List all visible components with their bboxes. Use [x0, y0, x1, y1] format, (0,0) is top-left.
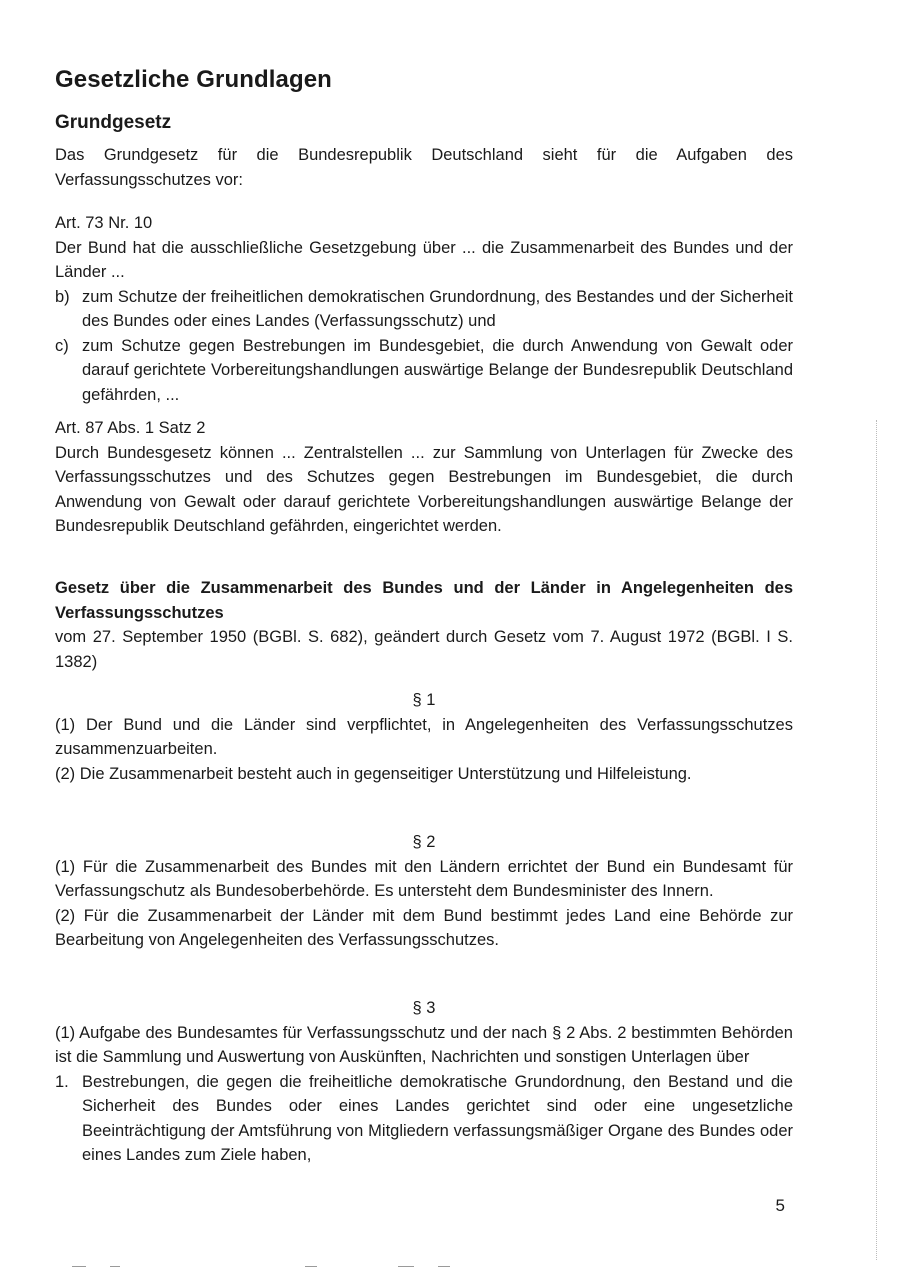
section-paragraph: (2) Für die Zusammenarbeit der Länder mit dem Bund bestimmt jedes Land eine Behörde zur Bearbeitung von Angelegenheiten des Verfassungsschutzes. — [55, 906, 793, 949]
scan-speck — [438, 1266, 450, 1267]
law-date: vom 27. September 1950 (BGBl. S. 682), geändert durch Gesetz vom 7. August 1972 (BGBl. I S. 1382) — [55, 628, 793, 671]
scan-speck — [305, 1266, 317, 1267]
intro-block — [55, 143, 793, 192]
section-paragraph: (1) Der Bund und die Länder sind verpflichtet, in Angelegenheiten des Verfassungsschutzes zusammenzuarbeiten. — [55, 715, 793, 758]
intro-text: Das Grundgesetz für die Bundesrepublik Deutschland sieht für die Aufgaben des Verfassungsschutzes vor: — [55, 146, 793, 189]
section-sign: § 3 — [412, 999, 436, 1017]
list-item — [55, 1070, 793, 1168]
page-number: 5 — [775, 1196, 785, 1215]
list-marker: 1. — [55, 1072, 69, 1091]
scan-speck — [110, 1266, 120, 1267]
art73-text: Der Bund hat die ausschließliche Gesetzgebung über ... die Zusammenarbeit des Bundes und der Länder ... — [55, 238, 793, 281]
art87-text: Durch Bundesgesetz können ... Zentralstellen ... zur Sammlung von Unterlagen für Zwecke des Verfassungsschutzes und des Schutzes gegen Bestrebungen im Bundesgebiet, die durch Anwendung von Gewalt oder darauf gerichtete Vorbereitungshandlungen auswärtige Belange der Bundesrepublik Deutschland gefährden, eingerichtet werden. — [55, 443, 793, 535]
section-paragraph: (2) Die Zusammenarbeit besteht auch in gegenseitiger Unterstützung und Hilfeleistung. — [55, 764, 692, 783]
law-header-block — [55, 576, 793, 674]
list-item-text: Bestrebungen, die gegen die freiheitliche demokratische Grundordnung, den Bestand und die Sicherheit des Bundes oder eines Landes gerichtet sind oder eine ungesetzliche Beeinträchtigung der Amtsführung von Mitgliedern verfassungsmäßiger Organe des Bundes oder eines Landes zum Ziele haben, — [82, 1072, 793, 1164]
law-title: Gesetz über die Zusammenarbeit des Bundes und der Länder in Angelegenheiten des Verfassungsschutzes — [55, 579, 793, 622]
section-heading-grundgesetz: Grundgesetz — [55, 112, 172, 133]
list-item-text: zum Schutze gegen Bestrebungen im Bundesgebiet, die durch Anwendung von Gewalt oder darauf gerichtete Vorbereitungshandlungen auswärtige Belange der Bundesrepublik Deutschland gefährden, ... — [82, 336, 793, 404]
list-item — [55, 285, 793, 334]
page-heading: Gesetzliche Grundlagen — [55, 66, 332, 93]
list-item-text: zum Schutze der freiheitlichen demokratischen Grundordnung, des Bestandes und der Sicherheit des Bundes oder eines Landes (Verfassungsschutz) und — [82, 287, 793, 330]
art87-ref: Art. 87 Abs. 1 Satz 2 — [55, 419, 206, 437]
section-paragraph: (1) Aufgabe des Bundesamtes für Verfassungsschutz und der nach § 2 Abs. 2 bestimmten Behörden ist die Sammlung und Auswertung von Auskünften, Nachrichten und sonstigen Unterlagen über — [55, 1023, 793, 1066]
list-marker: c) — [55, 336, 69, 355]
section-3-list — [55, 1070, 793, 1168]
art73-block — [55, 211, 793, 407]
art73-list — [55, 285, 793, 408]
scan-speck — [398, 1266, 414, 1267]
section-2 — [55, 830, 793, 953]
section-3 — [55, 996, 793, 1168]
section-sign: § 1 — [412, 691, 436, 709]
scan-speck — [72, 1266, 86, 1267]
list-marker: b) — [55, 287, 70, 306]
art73-ref: Art. 73 Nr. 10 — [55, 214, 153, 232]
section-paragraph: (1) Für die Zusammenarbeit des Bundes mit den Ländern errichtet der Bund ein Bundesamt für Verfassungschutz als Bundesoberbehörde. Es untersteht dem Bundesminister des Innern. — [55, 857, 793, 900]
scan-margin-artifact — [876, 420, 878, 1260]
list-item — [55, 334, 793, 408]
section-1 — [55, 688, 793, 786]
art87-block — [55, 416, 793, 539]
section-sign: § 2 — [412, 833, 436, 851]
